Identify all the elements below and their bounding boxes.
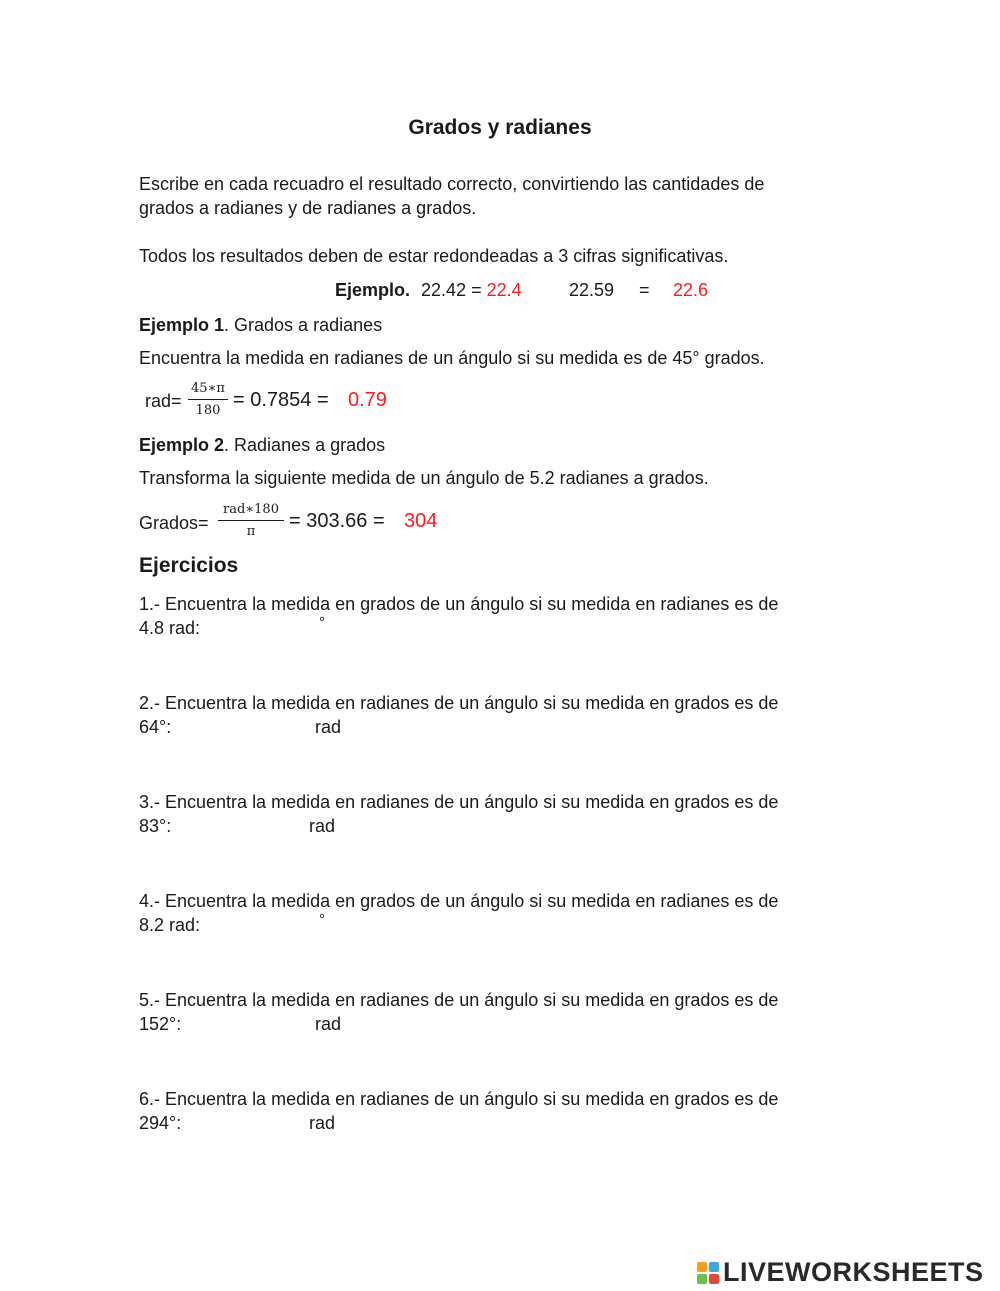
exercise-6-line-2: 294°:: [139, 1113, 182, 1133]
example1-heading: [139, 313, 382, 337]
exercise-3-line-2: 83°:: [139, 816, 172, 836]
exercise-4-answer-input[interactable]: [215, 913, 317, 937]
page-title: Grados y radianes: [408, 116, 592, 139]
logo-text: LIVEWORKSHEETS: [723, 1257, 984, 1287]
exercise-1-answer-input[interactable]: [215, 616, 317, 640]
example2-denominator: π: [246, 524, 256, 539]
exercise-2-line-2: 64°:: [139, 717, 172, 737]
example2-heading: [139, 433, 385, 457]
example1-heading-bold: Ejemplo 1: [139, 315, 225, 335]
rounding-example-b-result: 22.6: [673, 280, 709, 300]
example2-numerator: rad∗180: [223, 502, 279, 517]
example1-numerator: 45∗π: [191, 381, 225, 396]
exercise-3-line-1: 3.- Encuentra la medida en radianes de un ángulo si su medida en grados es de: [139, 792, 779, 812]
exercise-5-line-2: 152°:: [139, 1014, 182, 1034]
instruction-line-2: grados a radianes y de radianes a grados.: [139, 198, 477, 218]
rounding-example-label: Ejemplo.: [335, 280, 411, 300]
example1-result: 0.79: [348, 389, 387, 411]
instruction-line-1: Escribe en cada recuadro el resultado correcto, convirtiendo las cantidades de: [139, 174, 765, 194]
exercises-heading: Ejercicios: [139, 554, 239, 577]
exercise-3-answer-input[interactable]: [180, 814, 306, 838]
exercise-1-line-2: 4.8 rad:: [139, 618, 201, 638]
example2-fraction: [218, 502, 284, 540]
logo-mark-icon: [697, 1262, 719, 1284]
example2-heading-rest: . Radianes a grados: [224, 435, 386, 455]
exercise-6-answer-input[interactable]: [190, 1111, 306, 1135]
exercise-4-line-2: 8.2 rad:: [139, 915, 201, 935]
exercise-5-unit: rad: [315, 1014, 342, 1034]
rounding-example-b-eq: =: [639, 280, 650, 300]
example2-result: 304: [404, 510, 438, 532]
liveworksheets-logo: [697, 1257, 984, 1288]
example2-equals-value: = 303.66 =: [289, 510, 385, 532]
exercise-4-line-1: 4.- Encuentra la medida en grados de un ángulo si su medida en radianes es de: [139, 891, 779, 911]
example1-heading-rest: . Grados a radianes: [224, 315, 383, 335]
exercise-6-line-1: 6.- Encuentra la medida en radianes de un ángulo si su medida en grados es de: [139, 1089, 779, 1109]
exercise-6-unit: rad: [309, 1113, 336, 1133]
exercise-2-unit: rad: [315, 717, 342, 737]
exercise-2-answer-input[interactable]: [180, 715, 312, 739]
exercise-1-unit: °: [319, 614, 325, 631]
exercise-2-line-1: 2.- Encuentra la medida en radianes de un ángulo si su medida en grados es de: [139, 693, 779, 713]
example2-heading-bold: Ejemplo 2: [139, 435, 225, 455]
rounding-example: [335, 278, 522, 302]
example1-statement: Encuentra la medida en radianes de un ángulo si su medida es de 45° grados.: [139, 348, 765, 368]
fraction-bar: [218, 520, 284, 521]
exercise-4-unit: °: [319, 911, 325, 928]
exercise-1-line-1: 1.- Encuentra la medida en grados de un ángulo si su medida en radianes es de: [139, 594, 779, 614]
example1-equals-value: = 0.7854 =: [233, 389, 329, 411]
rounding-example-a-result: 22.4: [486, 280, 522, 300]
exercise-5-answer-input[interactable]: [190, 1012, 312, 1036]
fraction-bar: [188, 399, 228, 400]
example1-denominator: 180: [195, 403, 221, 418]
instruction-line-3: Todos los resultados deben de estar redondeadas a 3 cifras significativas.: [139, 246, 729, 266]
example1-lhs: rad=: [145, 391, 182, 411]
example2-lhs: Grados=: [139, 513, 209, 533]
example2-statement: Transforma la siguiente medida de un ángulo de 5.2 radianes a grados.: [139, 468, 709, 488]
rounding-example-b-value: 22.59: [569, 280, 615, 300]
rounding-example-a-expr: 22.42 =: [421, 280, 482, 300]
exercise-3-unit: rad: [309, 816, 336, 836]
exercise-5-line-1: 5.- Encuentra la medida en radianes de un ángulo si su medida en grados es de: [139, 990, 779, 1010]
example1-fraction: [188, 381, 228, 419]
